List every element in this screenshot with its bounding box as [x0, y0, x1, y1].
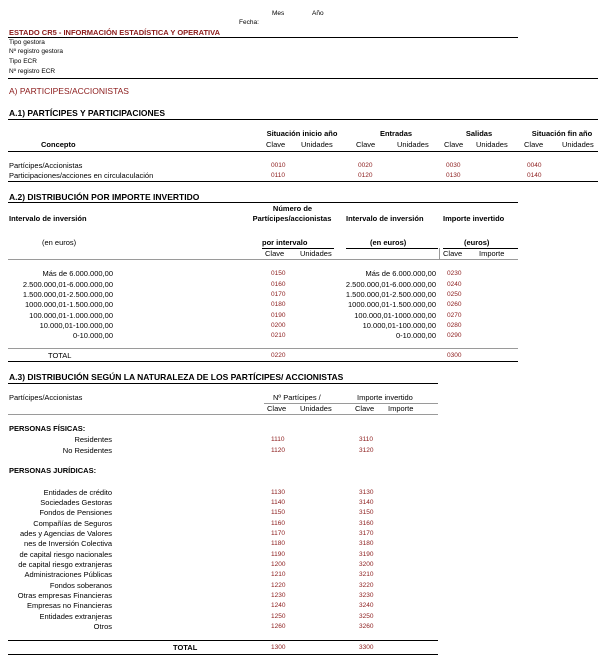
a1-title-rule — [8, 119, 598, 120]
code-1240: 1240 — [271, 602, 286, 609]
code-3230: 3230 — [359, 592, 374, 599]
code-1210: 1210 — [271, 571, 286, 578]
a1-row-participaciones: Participaciones/acciones en circulaculación — [9, 171, 154, 180]
a3-row-label: Compañías de Seguros — [33, 519, 112, 528]
a2-numero-1: Número de — [272, 204, 313, 213]
a3-participes-header: Partícipes/Accionistas — [9, 393, 83, 402]
code-1200: 1200 — [271, 561, 286, 568]
a2-row-label-2: Más de 6.000.000,00 — [365, 269, 436, 278]
a2-row-label-2: 0-10.000,00 — [395, 331, 436, 340]
a2-euros-header: (en euros) — [42, 238, 77, 247]
code-3120: 3120 — [359, 447, 374, 454]
a3-clave-1: Clave — [267, 404, 287, 413]
title-rule — [8, 37, 518, 38]
a2-euros-header-2: (en euros) — [370, 238, 407, 247]
code-0110: 0110 — [271, 172, 285, 179]
a3-header-rule — [8, 414, 438, 415]
code-0190: 0190 — [271, 312, 286, 319]
code-0120: 0120 — [358, 172, 373, 179]
a2-total-rule — [8, 348, 518, 349]
code-1300: 1300 — [271, 644, 286, 651]
code-3210: 3210 — [359, 571, 374, 578]
a2-sub-rule-2 — [346, 248, 438, 249]
code-0300: 0300 — [447, 352, 462, 359]
code-3260: 3260 — [359, 623, 374, 630]
a3-fisicas-title: PERSONAS FÍSICAS: — [9, 424, 86, 433]
code-0010: 0010 — [271, 162, 286, 169]
a3-row-label: de capital riesgo nacionales — [19, 550, 112, 559]
a2-title: A.2) DISTRIBUCIÓN POR IMPORTE INVERTIDO — [9, 192, 200, 202]
a2-row-label-2: 100.000,01-1000.000,00 — [354, 311, 436, 320]
code-1250: 1250 — [271, 613, 286, 620]
code-3170: 3170 — [359, 530, 374, 537]
code-0250: 0250 — [447, 291, 462, 298]
year-label: Año — [312, 10, 324, 17]
code-1160: 1160 — [271, 520, 285, 527]
a1-group-salidas: Salidas — [465, 129, 493, 138]
code-1180: 1180 — [271, 540, 285, 547]
a2-intervalo-header: Intervalo de inversión — [9, 214, 87, 223]
header-rule — [8, 78, 598, 79]
a3-row-label: de capital riesgo extranjeras — [18, 560, 112, 569]
code-0240: 0240 — [447, 281, 462, 288]
a1-unidades-2: Unidades — [397, 140, 429, 149]
code-0180: 0180 — [271, 301, 286, 308]
a3-unidades: Unidades — [300, 404, 332, 413]
a3-row-label: Sociedades Gestoras — [40, 498, 112, 507]
a2-header-rule — [8, 259, 518, 260]
code-3140: 3140 — [359, 499, 374, 506]
a1-header-rule — [8, 151, 598, 152]
code-0040: 0040 — [527, 162, 542, 169]
code-3130: 3130 — [359, 489, 374, 496]
a1-clave-3: Clave — [444, 140, 464, 149]
a3-row-label: Administraciones Públicas — [24, 570, 112, 579]
code-1190: 1190 — [271, 551, 285, 558]
code-3250: 3250 — [359, 613, 374, 620]
a3-importe-header: Importe invertido — [357, 393, 413, 402]
a3-row-label: Entidades extranjeras — [39, 612, 112, 621]
a3-num-header: Nº Partícipes / — [273, 393, 321, 402]
form-title: ESTADO CR5 - INFORMACIÓN ESTADÍSTICA Y OPERATIVA — [9, 28, 220, 37]
code-1150: 1150 — [271, 509, 285, 516]
date-label: Fecha: — [239, 19, 259, 26]
code-0280: 0280 — [447, 322, 462, 329]
code-0150: 0150 — [271, 270, 286, 277]
code-0030: 0030 — [446, 162, 461, 169]
a1-clave-2: Clave — [356, 140, 376, 149]
code-3110: 3110 — [359, 436, 373, 443]
code-0220: 0220 — [271, 352, 286, 359]
a2-row-label: 100.000,01-1.000.000,00 — [29, 311, 113, 320]
field-registro-gestora: Nº registro gestora — [9, 48, 64, 55]
a2-importe-col: Importe — [479, 249, 505, 258]
a1-group-inicio: Situación inicio año — [266, 129, 338, 138]
a2-title-rule — [8, 202, 518, 203]
a3-row-label: Otras empresas Financieras — [17, 591, 112, 600]
a3-row-label: Otros — [93, 622, 112, 631]
code-3160: 3160 — [359, 520, 374, 527]
a3-row-label: Entidades de crédito — [43, 488, 112, 497]
a3-row-label: Fondos soberanos — [49, 581, 112, 590]
code-0270: 0270 — [447, 312, 462, 319]
code-1220: 1220 — [271, 582, 286, 589]
code-0200: 0200 — [271, 322, 286, 329]
a2-row-label-2: 1.500.000,01-2.500.000,00 — [345, 290, 436, 299]
code-1230: 1230 — [271, 592, 286, 599]
code-3180: 3180 — [359, 540, 374, 547]
a3-row-label: No Residentes — [62, 446, 112, 455]
code-1130: 1130 — [271, 489, 285, 496]
a1-group-entradas: Entradas — [379, 129, 413, 138]
code-0210: 0210 — [271, 332, 286, 339]
code-1110: 1110 — [271, 436, 285, 443]
a3-row-label: Fondos de Pensiones — [39, 508, 112, 517]
a3-clave-2: Clave — [355, 404, 375, 413]
a2-total-label: TOTAL — [48, 351, 72, 360]
a1-unidades-3: Unidades — [476, 140, 508, 149]
a1-unidades-1: Unidades — [301, 140, 333, 149]
a2-clave-1: Clave — [265, 249, 285, 258]
code-0230: 0230 — [447, 270, 462, 277]
a2-row-label-2: 10.000,01-100.000,00 — [362, 321, 436, 330]
a3-title-rule — [8, 383, 438, 384]
a2-clave-2: Clave — [443, 249, 463, 258]
field-tipo-gestora: Tipo gestora — [9, 39, 45, 46]
code-0140: 0140 — [527, 172, 542, 179]
a2-numero-3: por intervalo — [262, 238, 308, 247]
a1-clave-4: Clave — [524, 140, 544, 149]
a2-row-label: 10.000,01-100.000,00 — [39, 321, 113, 330]
a2-numero-2: Partícipes/accionistas — [252, 214, 332, 223]
a3-row-label: Residentes — [74, 435, 112, 444]
a1-unidades-4: Unidades — [562, 140, 594, 149]
code-3190: 3190 — [359, 551, 374, 558]
a2-importe-header: Importe invertido — [443, 214, 505, 223]
code-0130: 0130 — [446, 172, 461, 179]
code-3240: 3240 — [359, 602, 374, 609]
code-3150: 3150 — [359, 509, 374, 516]
code-3300: 3300 — [359, 644, 374, 651]
a3-total-label: TOTAL — [173, 643, 198, 652]
code-1260: 1260 — [271, 623, 286, 630]
code-1120: 1120 — [271, 447, 285, 454]
a2-row-label: 1000.000,01-1.500.000,00 — [25, 300, 113, 309]
a1-bottom-rule — [8, 181, 598, 182]
section-a-title: A) PARTICIPES/ACCIONISTAS — [9, 86, 129, 96]
field-registro-ecr: Nº registro ECR — [9, 68, 56, 75]
a2-row-label: 0-10.000,00 — [72, 331, 113, 340]
a3-row-label: ades y Agencias de Valores — [19, 529, 112, 538]
a2-row-label: Más de 6.000.000,00 — [42, 269, 113, 278]
a2-unidades-1: Unidades — [300, 249, 332, 258]
code-0160: 0160 — [271, 281, 286, 288]
code-0170: 0170 — [271, 291, 286, 298]
code-0290: 0290 — [447, 332, 462, 339]
a1-group-fin: Situación fin año — [531, 129, 593, 138]
a1-concepto-header: Concepto — [41, 140, 76, 149]
a3-juridicas-title: PERSONAS JURÍDICAS: — [9, 466, 97, 475]
a2-row-label: 2.500.000,01-6.000.000,00 — [22, 280, 113, 289]
a1-clave-1: Clave — [266, 140, 286, 149]
a2-row-label-2: 1000.000,01-1.500.000,00 — [348, 300, 436, 309]
code-3200: 3200 — [359, 561, 374, 568]
a2-row-label: 1.500.000,01-2.500.000,00 — [22, 290, 113, 299]
a2-row-label-2: 2.500.000,01-6.000.000,00 — [345, 280, 436, 289]
a3-importe-col: Importe — [388, 404, 414, 413]
a2-intervalo-header-2: Intervalo de inversión — [346, 214, 424, 223]
code-0260: 0260 — [447, 301, 462, 308]
a3-row-label: nes de Inversión Colectiva — [24, 539, 112, 548]
code-1140: 1140 — [271, 499, 285, 506]
a2-bottom-rule — [8, 361, 518, 362]
a3-title: A.3) DISTRIBUCIÓN SEGÚN LA NATURALEZA DE LOS PARTÍCIPES/ ACCIONISTAS — [9, 372, 344, 382]
a1-title: A.1) PARTÍCIPES Y PARTICIPACIONES — [9, 108, 166, 118]
code-1170: 1170 — [271, 530, 285, 537]
a3-row-label: Empresas no Financieras — [26, 601, 112, 610]
code-0020: 0020 — [358, 162, 373, 169]
month-label: Mes — [272, 10, 285, 17]
field-tipo-ecr: Tipo ECR — [9, 58, 37, 65]
a3-bottom-rule — [8, 654, 438, 655]
a1-row-participes: Partícipes/Accionistas — [9, 161, 83, 170]
a2-euros-header-3: (euros) — [464, 238, 490, 247]
code-3220: 3220 — [359, 582, 374, 589]
a3-total-rule — [8, 640, 438, 641]
